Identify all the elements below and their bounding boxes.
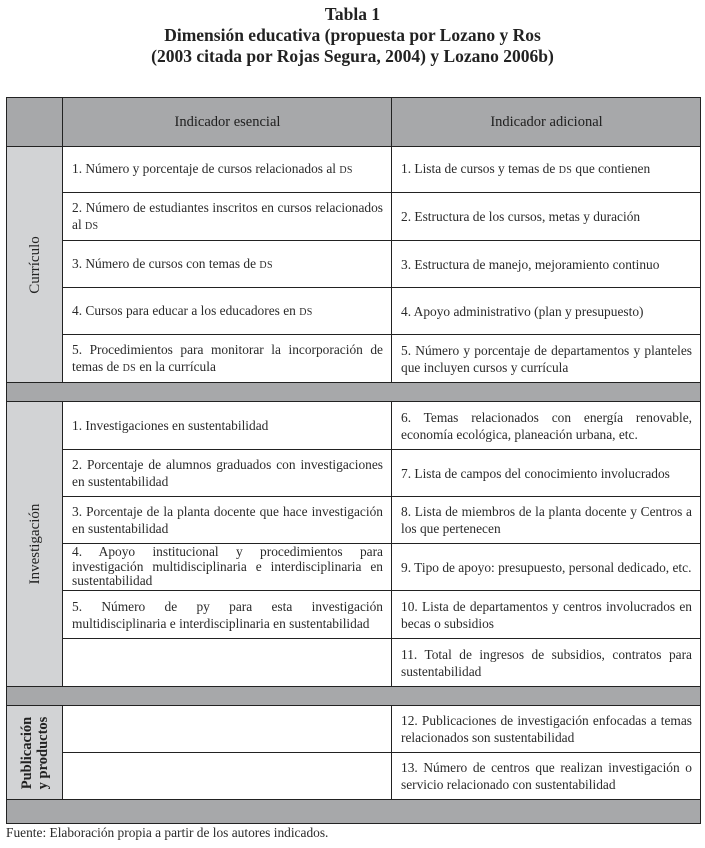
cell-esencial: 5. Procedimientos para monitorar la incorporación de temas de DS en la currícula [63, 335, 392, 383]
cell-adicional: 7. Lista de campos del conocimiento involucrados [392, 450, 701, 497]
table-row [7, 402, 701, 450]
header-blank-cell [7, 98, 63, 147]
cell-adicional: 8. Lista de miembros de la planta docente y Centros a los que pertenecen [392, 497, 701, 544]
cell-adicional: 4. Apoyo administrativo (plan y presupuesto) [392, 288, 701, 335]
acronym-ds: DS [339, 165, 353, 176]
category-label: Investigación [26, 503, 43, 585]
cell-adicional: 12. Publicaciones de investigación enfocadas a temas relacionados son sustentabilidad [392, 706, 701, 753]
table-row [7, 544, 701, 591]
table-caption [0, 4, 705, 67]
table-row [7, 147, 701, 193]
category-investigacion [7, 402, 63, 687]
table-row [7, 193, 701, 241]
table-number: Tabla 1 [324, 4, 381, 24]
cell-esencial: 3. Porcentaje de la planta docente que hace investigación en sustentabilidad [63, 497, 392, 544]
cell-adicional: 3. Estructura de manejo, mejoramiento continuo [392, 241, 701, 288]
separator-cell [7, 800, 701, 824]
table-row [7, 450, 701, 497]
table-row [7, 241, 701, 288]
table-row [7, 753, 701, 800]
cell-adicional: 11. Total de ingresos de subsidios, contratos para sustentabilidad [392, 639, 701, 687]
cell-adicional: 10. Lista de departamentos y centros involucrados en becas o subsidios [392, 591, 701, 639]
cell-adicional: 6. Temas relacionados con energía renovable, economía ecológica, planeación urbana, etc. [392, 402, 701, 450]
table-row [7, 706, 701, 753]
cell-esencial: 2. Porcentaje de alumnos graduados con investigaciones en sustentabilidad [63, 450, 392, 497]
cell-esencial: 3. Número de cursos con temas de DS [63, 241, 392, 288]
cell-esencial [63, 706, 392, 753]
header-indicador-adicional: Indicador adicional [392, 98, 701, 147]
table-row [7, 288, 701, 335]
category-label-line-1: Publicación [18, 716, 35, 789]
category-label-line-2: y productos [34, 716, 51, 789]
cell-esencial: 5. Número de py para esta investigación multidisciplinaria e interdisciplinaria en sustentabilidad [63, 591, 392, 639]
table-row [7, 497, 701, 544]
category-label [19, 716, 51, 789]
cell-esencial: 4. Apoyo institucional y procedimientos para investigación multidisciplinaria e interdisciplinaria en sustentabilidad [63, 544, 392, 591]
cell-esencial: 2. Número de estudiantes inscritos en cursos relacionados al DS [63, 193, 392, 241]
acronym-ds: DS [85, 220, 99, 232]
category-curriculo [7, 147, 63, 383]
section-separator [7, 687, 701, 706]
category-publicacion [7, 706, 63, 800]
cell-esencial: 1. Número y porcentaje de cursos relacionados al DS [63, 147, 392, 193]
cell-esencial [63, 753, 392, 800]
acronym-ds: DS [558, 165, 573, 176]
separator-cell [7, 383, 701, 402]
section-separator [7, 800, 701, 824]
cell-adicional: 13. Número de centros que realizan investigación o servicio relacionado con sustentabilidad [392, 753, 701, 800]
table-title-line-2: (2003 citada por Rojas Segura, 2004) y Lozano 2006b) [151, 46, 554, 66]
cell-esencial: 1. Investigaciones en sustentabilidad [63, 402, 392, 450]
header-indicador-esencial: Indicador esencial [63, 98, 392, 147]
table-row [7, 335, 701, 383]
cell-esencial: 4. Cursos para educar a los educadores en DS [63, 288, 392, 335]
acronym-ds: DS [299, 306, 313, 318]
acronym-ds: DS [122, 362, 136, 374]
cell-adicional: 5. Número y porcentaje de departamentos y planteles que incluyen cursos y currícula [392, 335, 701, 383]
source-note: Fuente: Elaboración propia a partir de los autores indicados. [6, 825, 329, 840]
indicators-table [6, 97, 701, 824]
category-label: Currículo [26, 235, 43, 294]
table-row [7, 591, 701, 639]
cell-adicional: 9. Tipo de apoyo: presupuesto, personal dedicado, etc. [392, 544, 701, 591]
acronym-ds: DS [259, 259, 273, 271]
table-row [7, 639, 701, 687]
cell-adicional: 2. Estructura de los cursos, metas y duración [392, 193, 701, 241]
separator-cell [7, 687, 701, 706]
section-separator [7, 383, 701, 402]
cell-esencial [63, 639, 392, 687]
cell-adicional: 1. Lista de cursos y temas de DS que contienen [392, 147, 701, 193]
table-title-line-1: Dimensión educativa (propuesta por Lozano y Ros [164, 25, 541, 45]
header-row [7, 98, 701, 147]
